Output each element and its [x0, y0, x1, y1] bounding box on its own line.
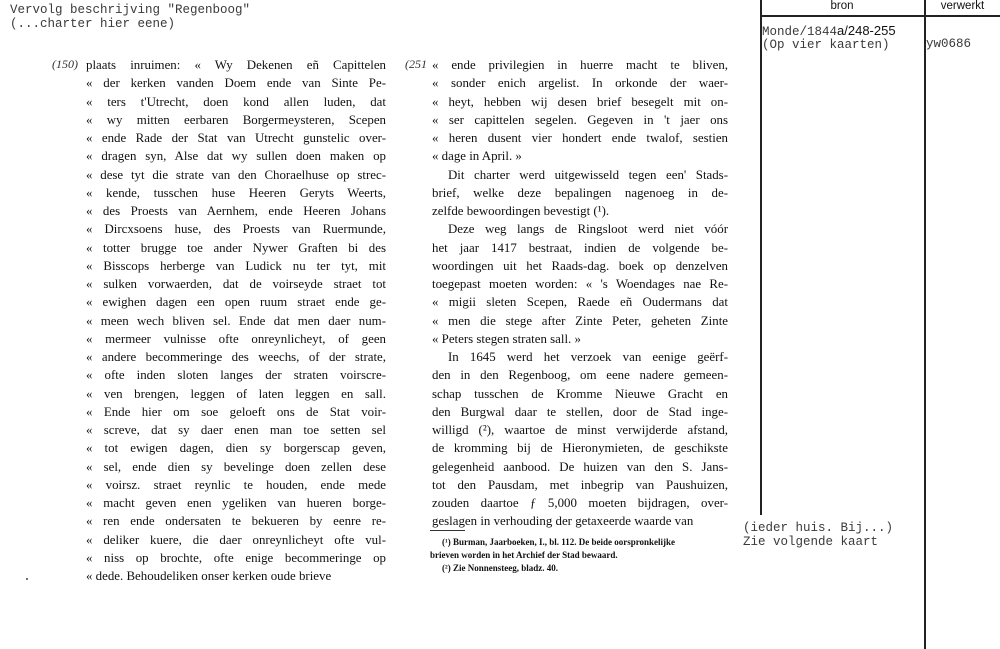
text-line: « Peters stegen straten sall. »: [432, 331, 581, 346]
text-line: « Ende hier om soe geloeft ons de Stat voir-: [86, 404, 386, 419]
footnote-separator: [430, 530, 465, 531]
footnote-line: (²) Zie Nonnensteeg, bladz. 40.: [442, 563, 558, 573]
bron-source-typed: Monde/1844: [762, 25, 838, 39]
bron-source-note: (Op vier kaarten): [762, 38, 890, 52]
text-line: « sulken vorwaerden, dat de voirseyde straet tot: [86, 277, 386, 291]
heading-title: Vervolg beschrijving "Regenboog": [10, 3, 251, 17]
verwerkt-column-left-border: [924, 0, 926, 649]
text-line: het jaar 1417 bestraat, indien de volgende be-: [432, 240, 728, 255]
scan-speck: [26, 578, 28, 580]
text-line: « mermeer vulnisse ofte onreynlicheyt, of geen: [86, 331, 386, 346]
column-header-bron: bron: [830, 0, 854, 12]
text-line: woordingen uit het Raads-dag. boek op denzelven: [432, 258, 728, 273]
text-line: brief, welke deze bepalingen nagenoeg in de-: [432, 185, 728, 200]
footnote-line: (¹) Burman, Jaarboeken, I., bl. 112. De beide oorspronkelijke: [442, 537, 676, 547]
text-line: geslagen in verhouding der getaxeerde waarde van: [432, 514, 694, 529]
text-line: « meen wech bliven sel. Ende dat men daer num-: [86, 313, 386, 328]
footnotes: [430, 536, 730, 575]
text-line: « men die stege after Zinte Peter, geheten Zinte: [432, 313, 728, 328]
text-line: tot den Pausdam, met inbegrip van Paushuizen,: [432, 477, 728, 492]
bron-column-left-border: [760, 0, 762, 515]
text-line: de kromming bij de Hieronymieten, de geschikste: [432, 441, 728, 456]
text-line: « Bisscops herberge van Ludick nu ter tyt, mit: [86, 258, 386, 273]
text-line: « dragen syn, Alse dat wy sullen doen maken op: [86, 149, 386, 164]
ledger-note-line-1: (ieder huis. Bij...): [743, 521, 894, 535]
text-line: « niss op brochte, ofte enige becommeringe op: [86, 550, 386, 565]
text-line: « kende, tusschen huse Heeren Geryts Weerts,: [86, 185, 386, 200]
text-line: Deze weg langs de Ringsloot werd niet vóór: [448, 222, 728, 237]
text-line: « ters t'Utrecht, doen kond allen luden, dat: [86, 94, 386, 109]
text-line: « ende Rade der Stat van Utrecht gunstelic over-: [86, 131, 386, 145]
text-line: « deliker kuere, die daer onreynlicheyt ofte vul-: [86, 532, 386, 547]
text-line: « dede. Behoudeliken onser kerken oude brieve: [86, 569, 332, 583]
text-line: « wy mitten eerbaren Borgermeysteren, Scepen: [86, 112, 386, 127]
text-line: den in den Regenboog, om eene nadere gemeen-: [432, 368, 728, 383]
text-line: « totter brugge toe ander Nywer Graften bi des: [86, 240, 386, 255]
text-line: willigd (²), waartoe de minst verwijderde afstand,: [432, 423, 728, 437]
text-line: gelegenheid aanbood. De huizen van den S. Jans-: [432, 459, 728, 474]
text-line: « macht geven enen ygeliken van hueren borge-: [86, 496, 386, 510]
text-line: « dage in April. »: [432, 149, 522, 164]
text-line: « ewighen dagen een open ruum straet ende ge-: [86, 295, 386, 310]
text-line: « heyt, hebben wij desen brief besegelt mit on-: [432, 94, 728, 109]
text-line: zelfde bewoordingen bevestigt (¹).: [432, 204, 610, 218]
text-line: « sonder enich argelist. In orkonde der waer-: [432, 76, 728, 91]
page-number-left: (150): [52, 57, 78, 71]
ledger-note-line-2: Zie volgende kaart: [743, 534, 879, 549]
page-number-right: (251: [405, 57, 427, 71]
text-line: « Dircxsoens huse, des Proests van Ruermunde,: [86, 222, 386, 237]
text-column-left: [86, 56, 386, 585]
text-line: « tot ewigen dagen, dien sy borgerscap geven,: [86, 441, 386, 456]
text-line: plaats inruimen: « Wy Dekenen eñ Capittelen: [86, 58, 386, 72]
text-line: « des Proests van Aernhem, ende Heeren Johans: [86, 204, 386, 218]
text-line: « ser capittelen segelen. Gegeven in 't jaer ons: [432, 112, 728, 127]
text-line: In 1645 werd het verzoek van eenige geërf-: [448, 350, 728, 364]
text-line: « ofte inden sloten langes der straten voirscre-: [86, 368, 386, 383]
bron-source-handwritten: a/248-255: [837, 23, 896, 38]
text-line: « heren dusent vier hondert ende twalof, sestien: [432, 131, 728, 145]
text-line: « ven brengen, leggen of laten leggen en sall.: [86, 386, 386, 401]
text-line: « screve, dat sy daer enen man toe setten sel: [86, 423, 386, 437]
text-line: « sel, ende dien sy bevelinge doen zellen dese: [86, 459, 386, 474]
text-line: den Burgwal daar te stellen, door de Stad inge-: [432, 404, 728, 419]
text-line: « ren ende ondersaten te bekueren by eenre re-: [86, 514, 386, 529]
text-line: « migii sleten Scepen, Raede eñ Oudermans dat: [432, 295, 728, 310]
text-line: « ende privilegien in huerre macht te bliven,: [432, 58, 728, 72]
text-line: zouden daartoe ƒ 5,000 moeten bijdragen, over-: [432, 496, 728, 510]
text-line: toegepast moeten worden: « 's Woendages nae Re-: [432, 277, 728, 291]
ledger-header-rule: [760, 15, 1000, 17]
text-line: « dese tyt die strate van den Choraelhuse op strec-: [86, 167, 386, 182]
text-line: schap tusschen de Kromme Nieuwe Gracht en: [432, 386, 728, 401]
heading-subtitle: (...charter hier eene): [10, 17, 176, 31]
ledger-footnote: [743, 522, 893, 549]
text-line: « andere becommeringe des weechs, of der strate,: [86, 350, 386, 364]
verwerkt-code: yw0686: [926, 37, 972, 51]
text-line: Dit charter werd uitgewisseld tegen een' Stads-: [448, 167, 728, 182]
card-heading: [10, 3, 250, 31]
footnote-line: brieven worden in het Archief der Stad bewaard.: [430, 550, 618, 560]
column-header-verwerkt: verwerkt: [940, 0, 985, 12]
text-line: « der kerken vanden Doem ende van Sinte Pe-: [86, 76, 386, 91]
bron-entry: [762, 24, 896, 52]
text-column-right: [432, 56, 728, 531]
text-line: « voirsz. straet reynlic te houden, ende mede: [86, 477, 386, 492]
